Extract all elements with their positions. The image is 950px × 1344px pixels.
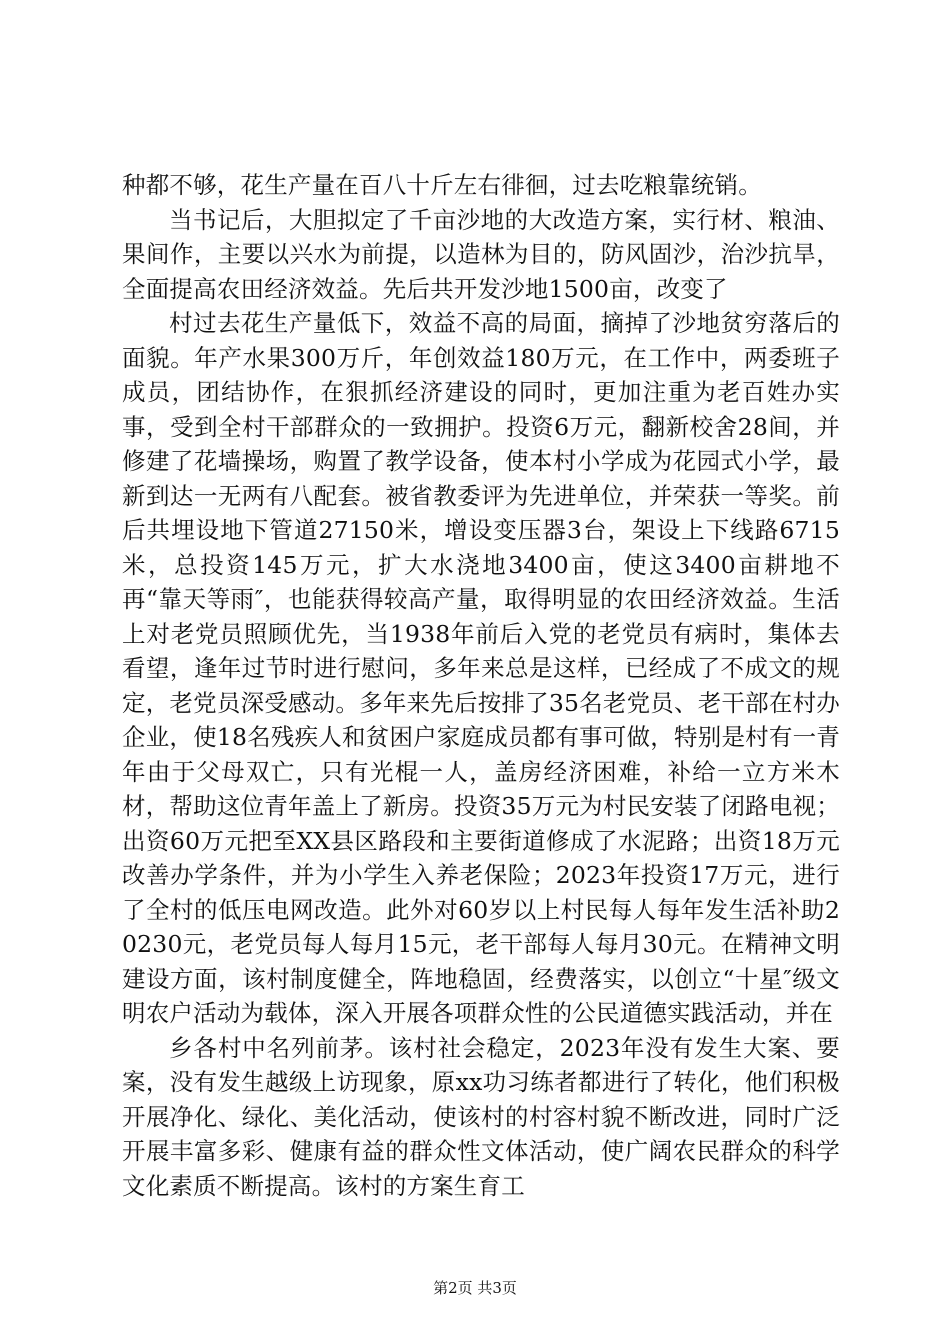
document-body	[122, 168, 840, 1203]
paragraph-1: 种都不够，花生产量在百八十斤左右徘徊，过去吃粮靠统销。	[122, 171, 762, 199]
paragraph-3: 村过去花生产量低下，效益不高的局面，摘掉了沙地贫穷落后的面貌。年产水果300万斤，年创效益180万元，在工作中，两委班子成员，团结协作，在狠抓经济建设的同时，更加注重为老百姓办实事，受到全村干部群众的一致拥护。投资6万元，翻新校舍28间，并修建了花墙操场，购置了教学设备，使本村小学成为花园式小学，最新到达一无两有八配套。被省教委评为先进单位，并荣获一等奖。前后共埋设地下管道27150米，增设变压器3台，架设上下线路6715米，总投资145万元，扩大水浇地3400亩，使这3400亩耕地不再“靠天等雨″，也能获得较高产量，取得明显的农田经济效益。生活上对老党员照顾优先，当1938年前后入党的老党员有病时，集体去看望，逢年过节时进行慰问，多年来总是这样，已经成了不成文的规定，老党员深受感动。多年来先后按排了35名老党员、老干部在村办企业，使18名残疾人和贫困户家庭成员都有事可做，特别是村有一青年由于父母双亡，只有光棍一人，盖房经济困难，补给一立方米木材，帮助这位青年盖上了新房。投资35万元为村民安装了闭路电视；出资60万元把至XX县区路段和主要街道修成了水泥路；出资18万元改善办学条件，并为小学生入养老保险；2023年投资17万元，进行了全村的低压电网改造。此外对60岁以上村民每人每年发生活补助20230元，老党员每人每月15元，老干部每人每月30元。在精神文明建设方面，该村制度健全，阵地稳固，经费落实，以创立“十星″级文明农户活动为载体，深入开展各项群众性的公民道德实践活动，并在	[122, 309, 840, 1027]
page-footer: 第2页 共3页	[433, 1279, 517, 1297]
paragraph-2: 当书记后，大胆拟定了千亩沙地的大改造方案，实行材、粮油、果间作，主要以兴水为前提，以造林为目的，防风固沙，治沙抗旱，全面提高农田经济效益。先后共开发沙地1500亩，改变了	[122, 205, 840, 303]
paragraph-4: 乡各村中名列前茅。该村社会稳定，2023年没有发生大案、要案，没有发生越级上访现象，原xx功习练者都进行了转化，他们积极开展净化、绿化、美化活动，使该村的村容村貌不断改进，同时广泛开展丰富多彩、健康有益的群众性文体活动，使广阔农民群众的科学文化素质不断提高。该村的方案生育工	[122, 1033, 840, 1200]
